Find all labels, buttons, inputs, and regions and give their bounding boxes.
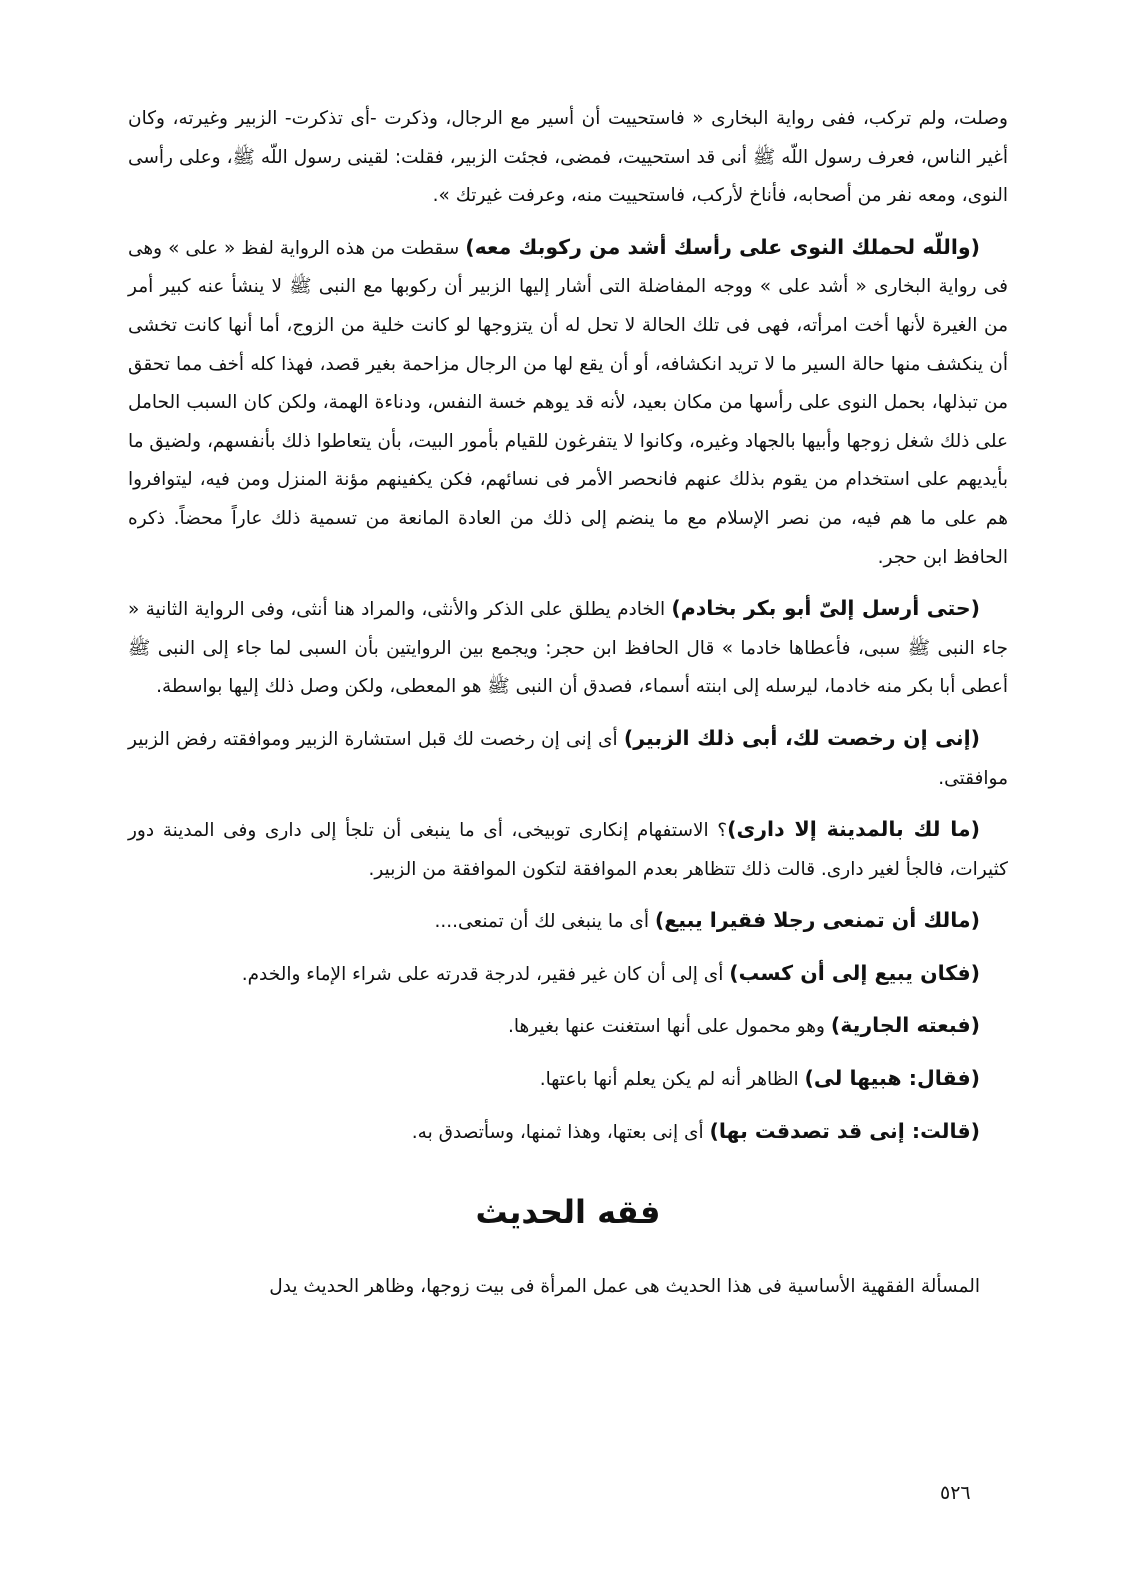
paragraph-9 (128, 1059, 1008, 1100)
page-body (128, 100, 1008, 1307)
paragraph-bold-phrase: (قالت: إنى قد تصدقت بها) (709, 1118, 980, 1143)
page-number: ٥٢٦ (940, 1482, 971, 1504)
paragraph-8 (128, 1006, 1008, 1047)
paragraph-5 (128, 810, 1008, 889)
paragraph-bold-phrase: (واللّه لحملك النوى على رأسك أشد من ركوبك معه) (465, 234, 980, 259)
paragraph-text: أى إلى أن كان غير فقير، لدرجة قدرته على شراء الإماء والخدم. (241, 963, 730, 985)
paragraph-text: الظاهر أنه لم يكن يعلم أنها باعتها. (539, 1069, 805, 1091)
paragraph-bold-phrase: (مالك أن تمنعى رجلا فقيرا يبيع) (654, 908, 980, 933)
paragraph-text: سقطت من هذه الرواية لفظ « على » وهى فى رواية البخارى « أشد على » ووجه المفاضلة التى أشار إليها الزبير أن ركوبها مع النبى ﷺ لا ينشأ عنه كبير أمر من الغيرة لأنها أخت امرأته، فهى فى تلك الحالة لا تحل له أن يتزوجها لو كانت خلية من الزوج، أما أنها كانت تخشى أن ينكشف منها حالة السير ما لا تريد انكشافه، أو أن يقع لها من الرجال مزاحمة بغير قصد، فهذا كله أخف مما تحقق من تبذلها، بحمل النوى على رأسها من مكان بعيد، لأنه قد يوهم خسة النفس، ودناءة الهمة، ولكن كان السبب الحامل على ذلك شغل زوجها وأبيها بالجهاد وغيره، وكانوا لا يتفرغون للقيام بأمور البيت، بأن يتعاطوا ذلك بأنفسهم، ولضيق ما بأيديهم على استخدام من يقوم بذلك عنهم فانحصر الأمر فى نسائهم، فكن يكفينهم مؤنة المنزل ومن فيه، ليتوافروا هم على ما هم فيه، من نصر الإسلام مع ما ينضم إلى ذلك من العادة المانعة من تسمية ذلك عاراً محضاً. ذكره الحافظ ابن حجر. (128, 237, 1008, 568)
paragraph-text: وهو محمول على أنها استغنت عنها بغيرها. (508, 1016, 831, 1038)
paragraph-4 (128, 719, 1008, 798)
section-heading: فقه الحديث (475, 1193, 661, 1232)
closing-paragraph: المسألة الفقهية الأساسية فى هذا الحديث هى عمل المرأة فى بيت زوجها، وظاهر الحديث يدل (269, 1276, 980, 1298)
paragraph-bold-phrase: (فكان يبيع إلى أن كسب) (729, 960, 980, 985)
paragraph-bold-phrase: (فبعته الجارية) (830, 1013, 980, 1038)
paragraph-10 (128, 1112, 1008, 1153)
paragraph-bold-phrase: (حتى أرسل إلىّ أبو بكر بخادم) (671, 596, 980, 621)
paragraph-bold-phrase: (فقال: هبيها لى) (804, 1066, 980, 1091)
paragraph-text: أى ما ينبغى لك أن تمنعى.... (434, 911, 655, 933)
paragraph-bold-phrase: (ما لك بالمدينة إلا دارى) (727, 817, 980, 842)
paragraph-7 (128, 954, 1008, 995)
paragraph-text: الخادم يطلق على الذكر والأنثى، والمراد هنا أنثى، وفى الرواية الثانية « جاء النبى ﷺ سبى، فأعطاها خادما » قال الحافظ ابن حجر: ويجمع بين الروايتين بأن السبى لما جاء إلى النبى ﷺ أعطى أبا بكر منه خادما، ليرسله إلى ابنته أسماء، فصدق أن النبى ﷺ هو المعطى، ولكن وصل ذلك إليها بواسطة. (128, 599, 1008, 698)
paragraph-2 (128, 228, 1008, 577)
paragraph-bold-phrase: (إنى إن رخصت لك، أبى ذلك الزبير) (623, 725, 980, 750)
paragraph-6 (128, 901, 1008, 942)
paragraph-text: ؟ الاستفهام إنكارى توبيخى، أى ما ينبغى أن تلجأ إلى دارى وفى المدينة دور كثيرات، فالجأ لغير دارى. قالت ذلك تتظاهر بعدم الموافقة لتكون الموافقة من الزبير. (128, 820, 1008, 880)
paragraph-text: أى إنى إن رخصت لك قبل استشارة الزبير وموافقته رفض الزبير موافقتى. (128, 728, 1008, 789)
paragraph-text: وصلت، ولم تركب، ففى رواية البخارى « فاستحييت أن أسير مع الرجال، وذكرت -أى تذكرت- الزبير وغيرته، وكان أغير الناس، فعرف رسول اللّه ﷺ أنى قد استحييت، فمضى، فجئت الزبير، فقلت: لقينى رسول اللّه ﷺ، وعلى رأسى النوى، ومعه نفر من أصحابه، فأناخ لأركب، فاستحييت منه، وعرفت غيرتك ». (128, 108, 1008, 207)
paragraph-text: أى إنى بعتها، وهذا ثمنها، وسأتصدق به. (411, 1121, 710, 1143)
paragraph-3 (128, 589, 1008, 707)
paragraph-1 (128, 100, 1008, 216)
